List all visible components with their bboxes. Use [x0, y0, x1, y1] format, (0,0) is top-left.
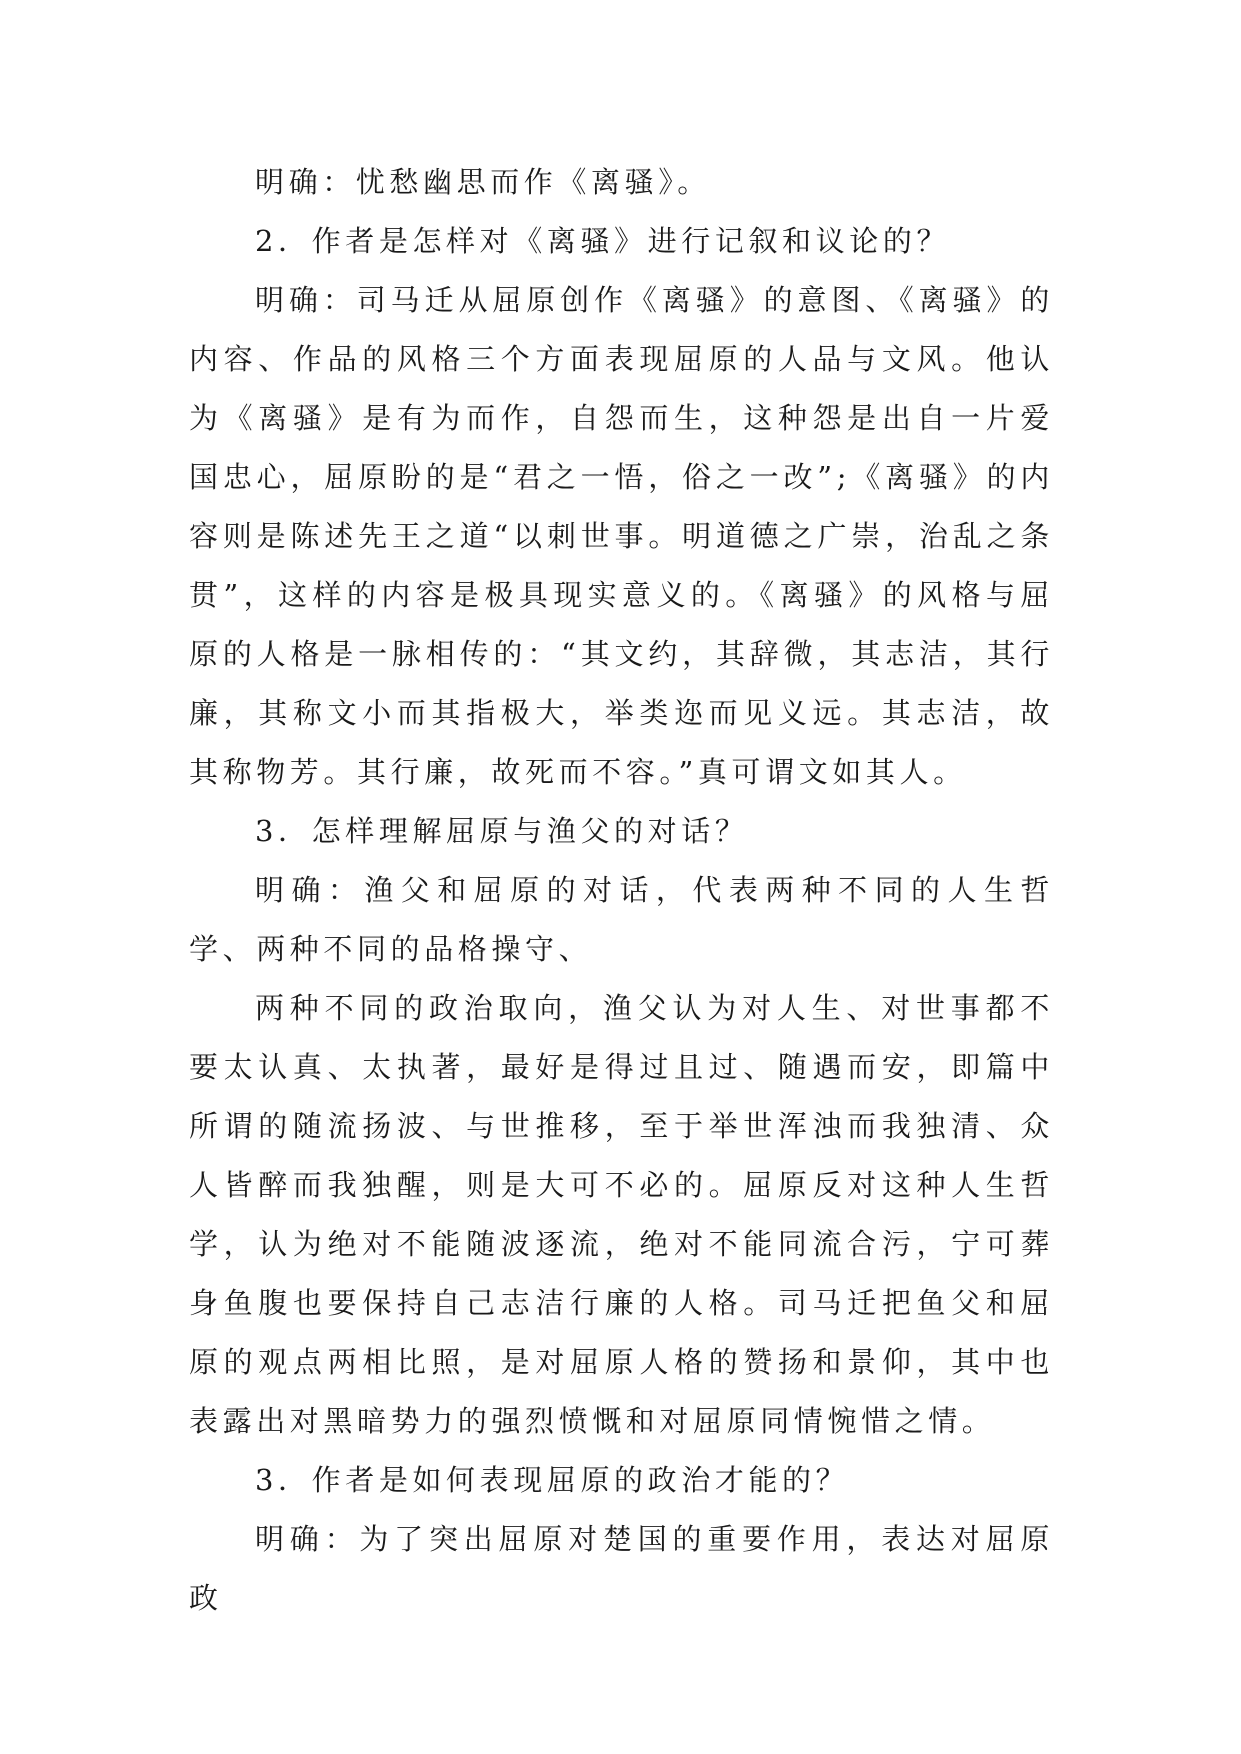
paragraph-answer-4: 明确：为了突出屈原对楚国的重要作用，表达对屈原政	[189, 1522, 1054, 1615]
paragraph-answer-3-start: 明确：渔父和屈原的对话，代表两种不同的人生哲学、两种不同的品格操守、	[189, 873, 1054, 966]
paragraph-answer-1: 明确：忧愁幽思而作《离骚》。	[255, 165, 711, 199]
paragraph-question-2: 2．作者是怎样对《离骚》进行记叙和议论的？	[255, 224, 951, 258]
paragraph-question-3: 3．怎样理解屈原与渔父的对话？	[255, 814, 749, 848]
paragraph-answer-3-cont: 两种不同的政治取向，渔父认为对人生、对世事都不要太认真、太执著，最好是得过且过、随遇而安，即篇中所谓的随流扬波、与世推移，至于举世浑浊而我独清、众人皆醉而我独醒，则是大可不必的。屈原反对这种人生哲学，认为绝对不能随波逐流，绝对不能同流合污，宁可葬身鱼腹也要保持自己志洁行廉的人格。司马迁把鱼父和屈原的观点两相比照，是对屈原人格的赞扬和景仰，其中也表露出对黑暗势力的强烈愤慨和对屈原同情惋惜之情。	[189, 991, 1054, 1438]
document-body	[189, 153, 1054, 1628]
paragraph-question-4: 3．作者是如何表现屈原的政治才能的？	[255, 1463, 850, 1497]
paragraph-answer-2: 明确：司马迁从屈原创作《离骚》的意图、《离骚》的内容、作品的风格三个方面表现屈原的人品与文风。他认为《离骚》是有为而作，自怨而生，这种怨是出自一片爱国忠心，屈原盼的是“君之一悟，俗之一改”;《离骚》的内容则是陈述先王之道“以刺世事。明道德之广崇，治乱之条贯”，这样的内容是极具现实意义的。《离骚》的风格与屈原的人格是一脉相传的：“其文约，其辞微，其志洁，其行廉，其称文小而其指极大，举类迩而见义远。其志洁，故其称物芳。其行廉，故死而不容。”真可谓文如其人。	[189, 283, 1054, 789]
